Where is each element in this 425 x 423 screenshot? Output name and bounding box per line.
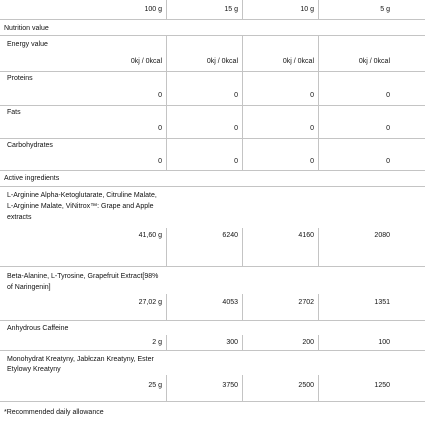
section-nutrition: Nutrition value — [4, 25, 49, 32]
rule-carbs — [0, 170, 425, 171]
rule-arginine — [0, 266, 425, 267]
rule-active — [0, 186, 425, 187]
row-label-proteins: Proteins — [7, 75, 33, 82]
proteins-100g: 0 — [158, 92, 162, 99]
arginine-100g: 41,60 g — [138, 232, 162, 239]
rule-caffeine — [0, 350, 425, 351]
row-label-kreatyn-line1: Monohydrat Kreatyny, Jabłczan Kreatyny, Ester — [7, 356, 154, 363]
header-col-10g: 10 g — [300, 6, 314, 13]
fats-10g: 0 — [310, 125, 314, 132]
row-label-energy: Energy value — [7, 41, 48, 48]
fats-100g: 0 — [158, 125, 162, 132]
rule-nutrition — [0, 35, 425, 36]
fats-15g: 0 — [234, 125, 238, 132]
caffeine-100g: 2 g — [152, 339, 162, 346]
row-label-arginine-line1: L-Arginine Alpha-Ketoglutarate, Citruline Malate, — [7, 192, 157, 199]
kreatyn-5g: 1250 — [374, 382, 390, 389]
caffeine-10g: 200 — [302, 339, 314, 346]
header-col-5g: 5 g — [380, 6, 390, 13]
header-col-15g: 15 g — [224, 6, 238, 13]
alanine-5g: 1351 — [374, 299, 390, 306]
arginine-15g: 6240 — [222, 232, 238, 239]
row-label-alanine-line1: Beta-Alanine, L-Tyrosine, Grapefruit Extract[98% — [7, 273, 159, 280]
rule-kreatyn — [0, 401, 425, 402]
section-active: Active ingredients — [4, 175, 60, 182]
alanine-100g: 27,02 g — [138, 299, 162, 306]
arginine-5g: 2080 — [374, 232, 390, 239]
proteins-15g: 0 — [234, 92, 238, 99]
proteins-5g: 0 — [386, 92, 390, 99]
row-label-carbohydrates: Carbohydrates — [7, 142, 53, 149]
header-col-100g: 100 g — [144, 6, 162, 13]
proteins-10g: 0 — [310, 92, 314, 99]
arginine-10g: 4160 — [298, 232, 314, 239]
row-label-arginine-line2: L-Arginine Malate, ViNitrox™: Grape and Apple — [7, 203, 154, 210]
carbs-5g: 0 — [386, 158, 390, 165]
row-label-alanine-line2: of Naringenin] — [7, 284, 51, 291]
row-label-arginine-line3: extracts — [7, 214, 32, 221]
carbs-100g: 0 — [158, 158, 162, 165]
energy-100g: 0kj / 0kcal — [130, 58, 162, 65]
rule-fats — [0, 138, 425, 139]
rule-alanine — [0, 320, 425, 321]
energy-10g: 0kj / 0kcal — [282, 58, 314, 65]
kreatyn-10g: 2500 — [298, 382, 314, 389]
fats-5g: 0 — [386, 125, 390, 132]
rule-header — [0, 19, 425, 20]
carbs-15g: 0 — [234, 158, 238, 165]
row-label-caffeine: Anhydrous Caffeine — [7, 325, 69, 332]
alanine-10g: 2702 — [298, 299, 314, 306]
carbs-10g: 0 — [310, 158, 314, 165]
rule-energy — [0, 71, 425, 72]
rule-proteins — [0, 105, 425, 106]
energy-15g: 0kj / 0kcal — [206, 58, 238, 65]
caffeine-5g: 100 — [378, 339, 390, 346]
kreatyn-15g: 3750 — [222, 382, 238, 389]
energy-5g: 0kj / 0kcal — [358, 58, 390, 65]
kreatyn-100g: 25 g — [148, 382, 162, 389]
row-label-fats: Fats — [7, 109, 21, 116]
footnote: *Recommended daily allowance — [4, 409, 104, 416]
row-label-kreatyn-line2: Etylowy Kreatyny — [7, 366, 61, 373]
alanine-15g: 4053 — [222, 299, 238, 306]
caffeine-15g: 300 — [226, 339, 238, 346]
